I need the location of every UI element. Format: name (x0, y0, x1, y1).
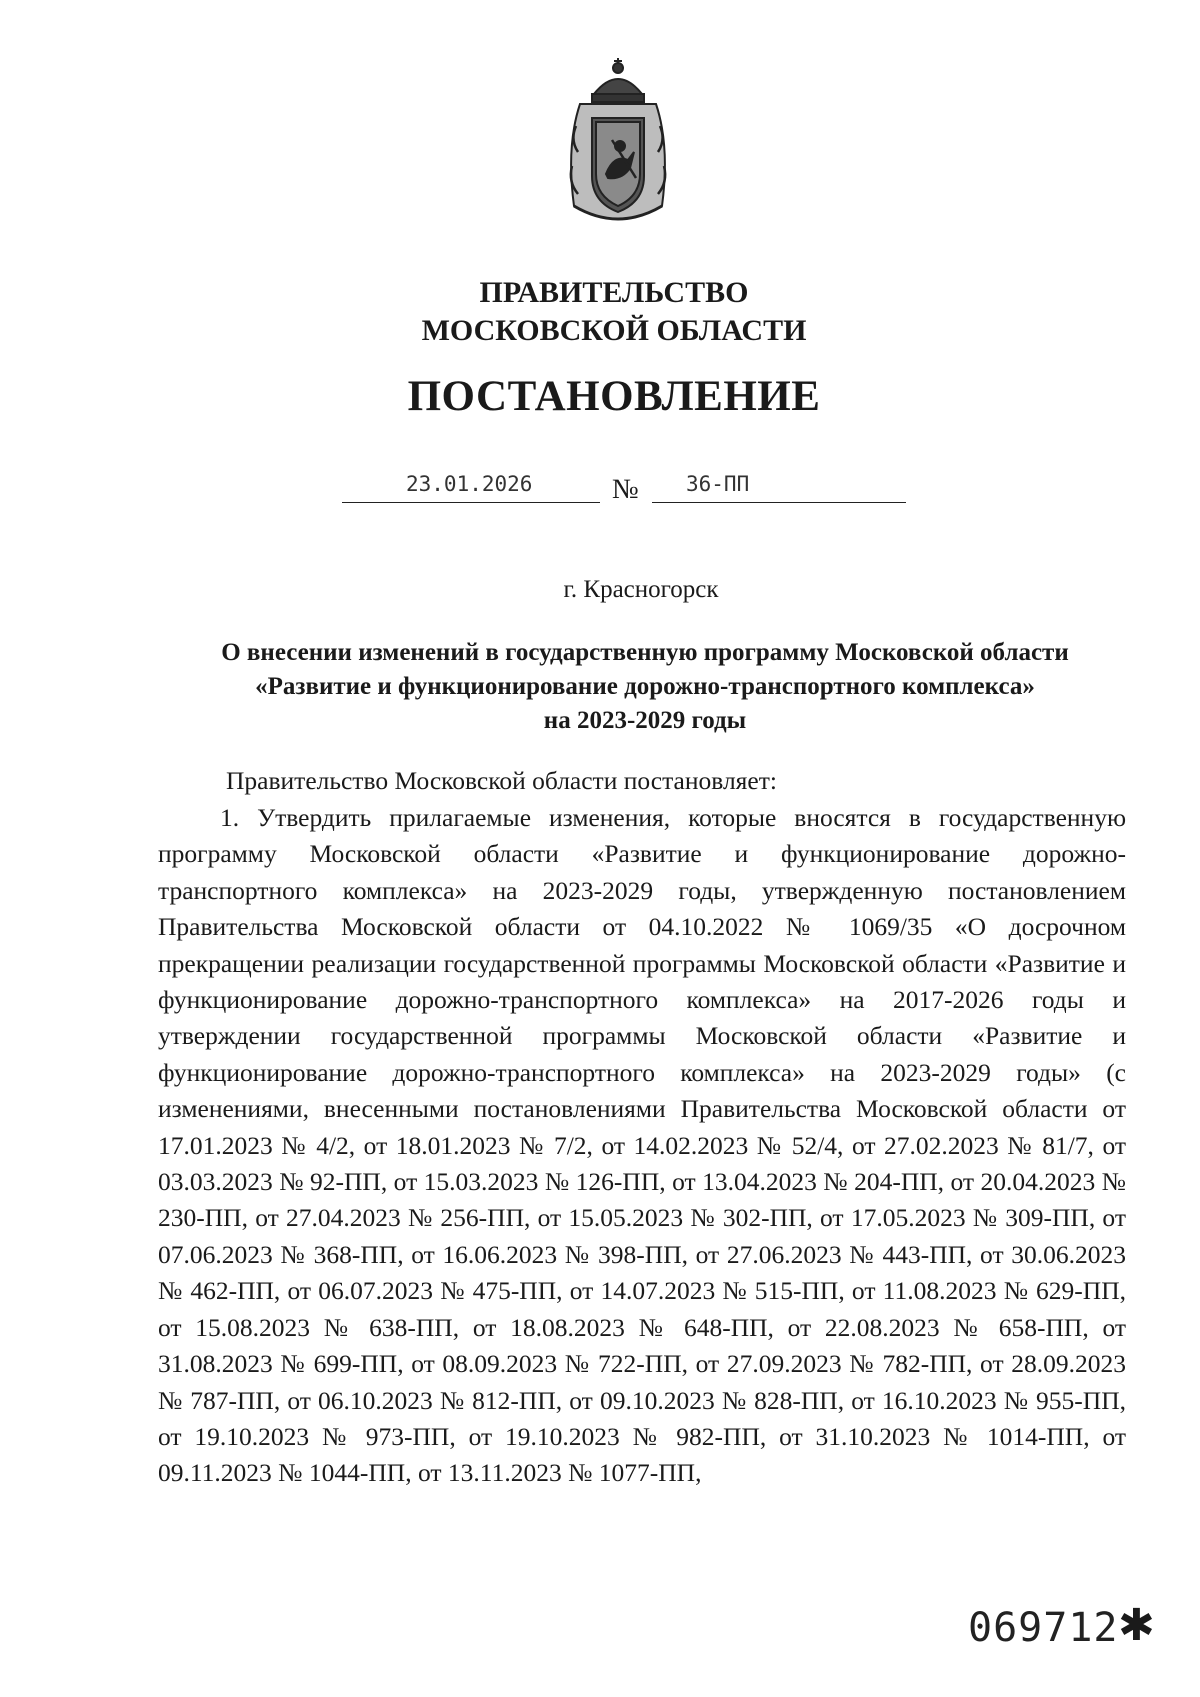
title-line1: О внесении изменений в государственную программу Московской области (221, 639, 1069, 666)
document-date: 23.01.2026 (406, 472, 533, 496)
title-line3: на 2023-2029 годы (543, 707, 747, 734)
government-name-line1: ПРАВИТЕЛЬСТВО (479, 276, 749, 309)
serial-number: 069712 (968, 1605, 1119, 1651)
number-sign: № (612, 474, 639, 505)
coat-of-arms-icon (560, 56, 676, 232)
title-line2: «Развитие и функционирование дорожно-транспортного комплекса» (255, 673, 1035, 700)
intro-paragraph: Правительство Московской области постановляет: (226, 766, 777, 795)
asterisk-mark: ✱ (1118, 1600, 1155, 1651)
document-number: 36-ПП (686, 472, 750, 496)
city: г. Красногорск (563, 576, 719, 603)
document-type: ПОСТАНОВЛЕНИЕ (407, 373, 821, 420)
item-1-paragraph: 1. Утвердить прилагаемые изменения, которые вносятся в государственную программу Московской области «Развитие и функционирование дорожно-транспортного комплекса» на 2023-2029 годы, утвержденную постановлением Правительства Московской области от 04.10.2022 № 1069/35 «О досрочном прекращении реализации государственной программы Московской области «Развитие и функционирование дорожно-транспортного комплекса» на 2017-2026 годы и утверждении государственной программы Московской области «Развитие и функционирование дорожно-транспортного комплекса» на 2023-2029 годы» (с изменениями, внесенными постановлениями Правительства Московской области от 17.01.2023 № 4/2, от 18.01.2023 № 7/2, от 14.02.2023 № 52/4, от 27.02.2023 № 81/7, от 03.03.2023 № 92-ПП, от 15.03.2023 № 126-ПП, от 13.04.2023 № 204-ПП, от 20.04.2023 № 230-ПП, от 27.04.2023 № 256-ПП, от 15.05.2023 № 302-ПП, от 17.05.2023 № 309-ПП, от 07.06.2023 № 368-ПП, от 16.06.2023 № 398-ПП, от 27.06.2023 № 443-ПП, от 30.06.2023 № 462-ПП, от 06.07.2023 № 475-ПП, от 14.07.2023 № 515-ПП, от 11.08.2023 № 629-ПП, от 15.08.2023 № 638-ПП, от 18.08.2023 № 648-ПП, от 22.08.2023 № 658-ПП, от 31.08.2023 № 699-ПП, от 08.09.2023 № 722-ПП, от 27.09.2023 № 782-ПП, от 28.09.2023 № 787-ПП, от 06.10.2023 № 812-ПП, от 09.10.2023 № 828-ПП, от 16.10.2023 № 955-ПП, от 19.10.2023 № 973-ПП, от 19.10.2023 № 982-ПП, от 31.10.2023 № 1014-ПП, от 09.11.2023 № 1044-ПП, от 13.11.2023 № 1077-ПП, (158, 803, 1126, 1488)
document-title (140, 636, 1150, 738)
government-name-line2: МОСКОВСКОЙ ОБЛАСТИ (421, 314, 807, 347)
